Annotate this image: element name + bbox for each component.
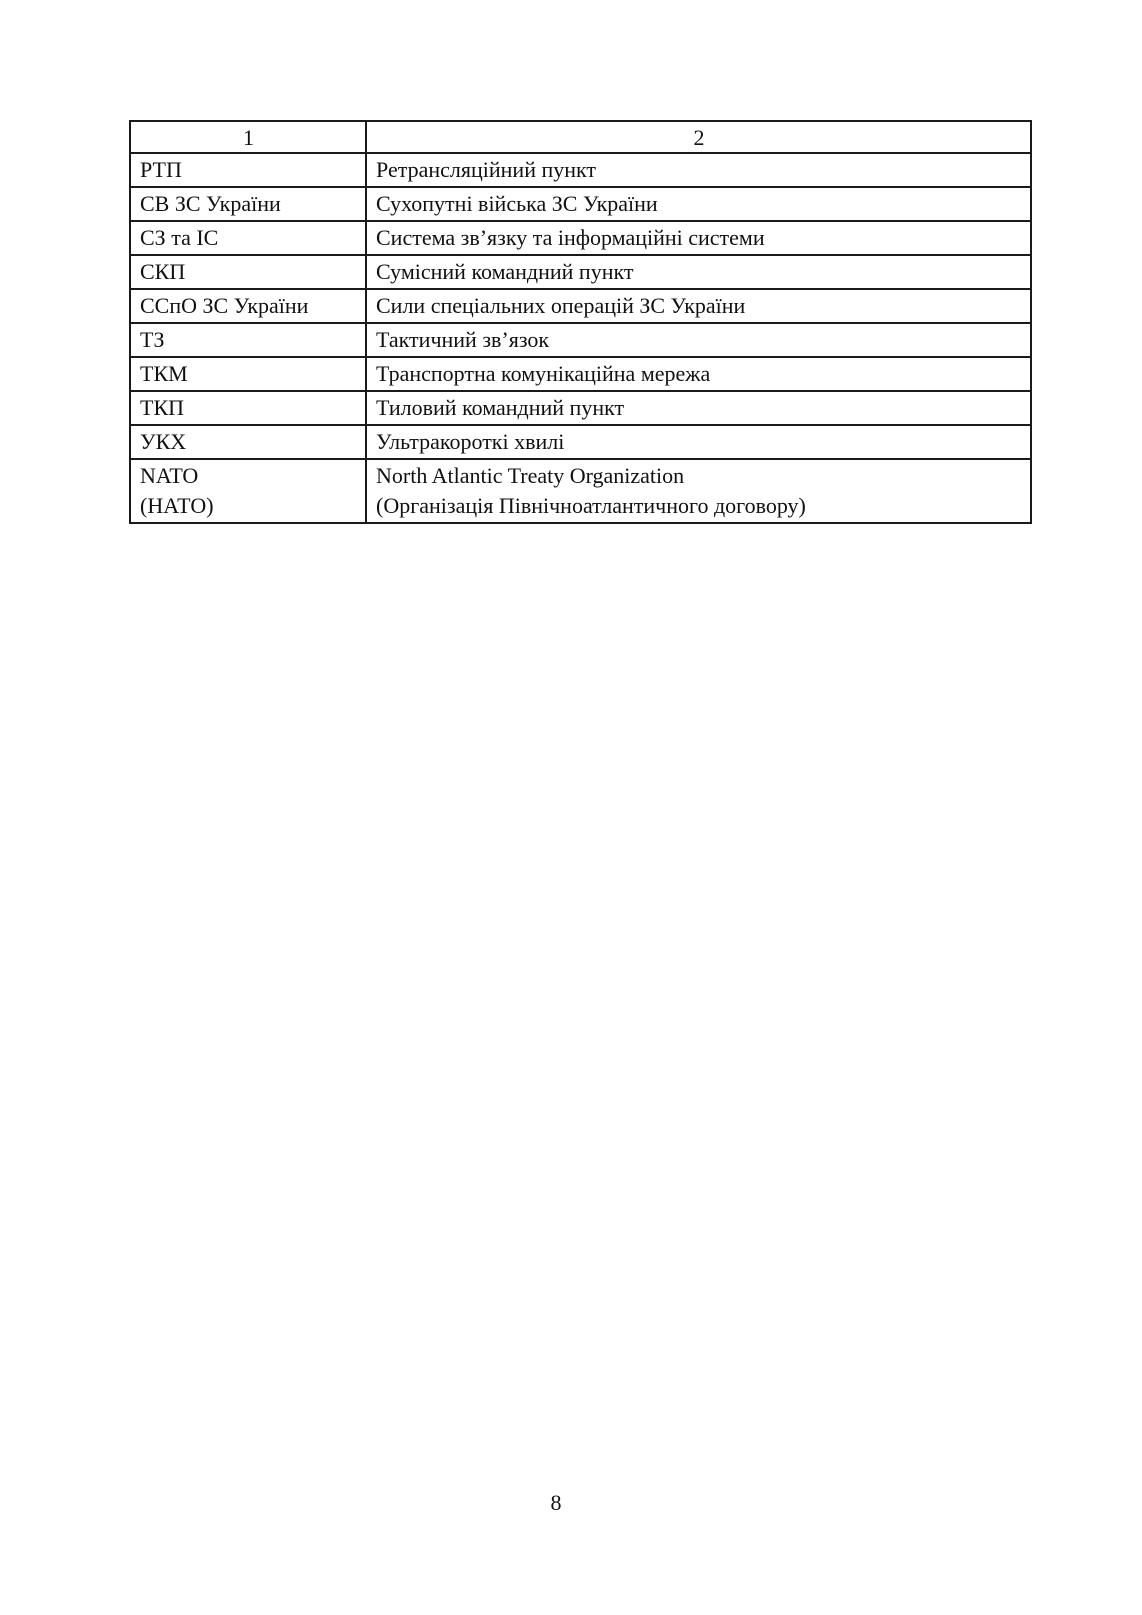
- cell-line: Сухопутні війська ЗС України: [376, 191, 658, 216]
- cell-line: Ультракороткі хвилі: [376, 429, 565, 454]
- abbr-cell: [130, 187, 366, 221]
- cell-line: ТКМ: [140, 361, 188, 386]
- cell-line: ТЗ: [140, 327, 165, 352]
- table-row: [130, 221, 1031, 255]
- abbr-cell: [130, 221, 366, 255]
- abbreviation-table-body: [130, 153, 1031, 523]
- definition-cell: [366, 425, 1031, 459]
- table-row: [130, 459, 1031, 523]
- header-cell-2: 2: [366, 121, 1031, 153]
- table-row: [130, 357, 1031, 391]
- abbr-cell: [130, 357, 366, 391]
- abbreviations-table: [129, 120, 1032, 524]
- cell-line: СВ ЗС України: [140, 191, 281, 216]
- abbreviations-table-head: [130, 121, 1031, 153]
- definition-cell: [366, 187, 1031, 221]
- cell-line: СЗ та ІС: [140, 225, 219, 250]
- abbr-cell: [130, 459, 366, 523]
- abbr-cell: [130, 425, 366, 459]
- page-number: 8: [550, 1490, 562, 1515]
- table-row: [130, 391, 1031, 425]
- cell-line: Ретрансляційний пункт: [376, 157, 597, 182]
- cell-line: ССпО ЗС України: [140, 293, 309, 318]
- cell-line: (НАТО): [140, 493, 214, 518]
- abbr-cell: [130, 323, 366, 357]
- header-row: [130, 121, 1031, 153]
- definition-cell: [366, 221, 1031, 255]
- cell-line: Тиловий командний пункт: [376, 395, 625, 420]
- cell-line: NATO: [140, 463, 199, 488]
- header-cell-1: 1: [130, 121, 366, 153]
- table-row: [130, 255, 1031, 289]
- cell-line: ТКП: [140, 395, 184, 420]
- definition-cell: [366, 391, 1031, 425]
- cell-line: СКП: [140, 259, 186, 284]
- cell-line: РТП: [140, 157, 182, 182]
- cell-line: Тактичний зв’язок: [376, 327, 550, 352]
- definition-cell: [366, 357, 1031, 391]
- cell-line: УКХ: [140, 429, 187, 454]
- table-row: [130, 323, 1031, 357]
- abbr-cell: [130, 153, 366, 187]
- abbr-cell: [130, 391, 366, 425]
- definition-cell: [366, 289, 1031, 323]
- cell-line: Сумісний командний пункт: [376, 259, 634, 284]
- abbr-cell: [130, 289, 366, 323]
- cell-line: Сили спеціальних операцій ЗС України: [376, 293, 746, 318]
- definition-cell: [366, 459, 1031, 523]
- abbr-cell: [130, 255, 366, 289]
- cell-line: Система зв’язку та інформаційні системи: [376, 225, 765, 250]
- table-row: [130, 153, 1031, 187]
- table-row: [130, 187, 1031, 221]
- table-row: [130, 425, 1031, 459]
- cell-line: (Організація Північноатлантичного договору): [376, 493, 806, 518]
- table-row: [130, 289, 1031, 323]
- definition-cell: [366, 153, 1031, 187]
- cell-line: North Atlantic Treaty Organization: [376, 463, 685, 488]
- cell-line: Транспортна комунікаційна мережа: [376, 361, 711, 386]
- definition-cell: [366, 255, 1031, 289]
- definition-cell: [366, 323, 1031, 357]
